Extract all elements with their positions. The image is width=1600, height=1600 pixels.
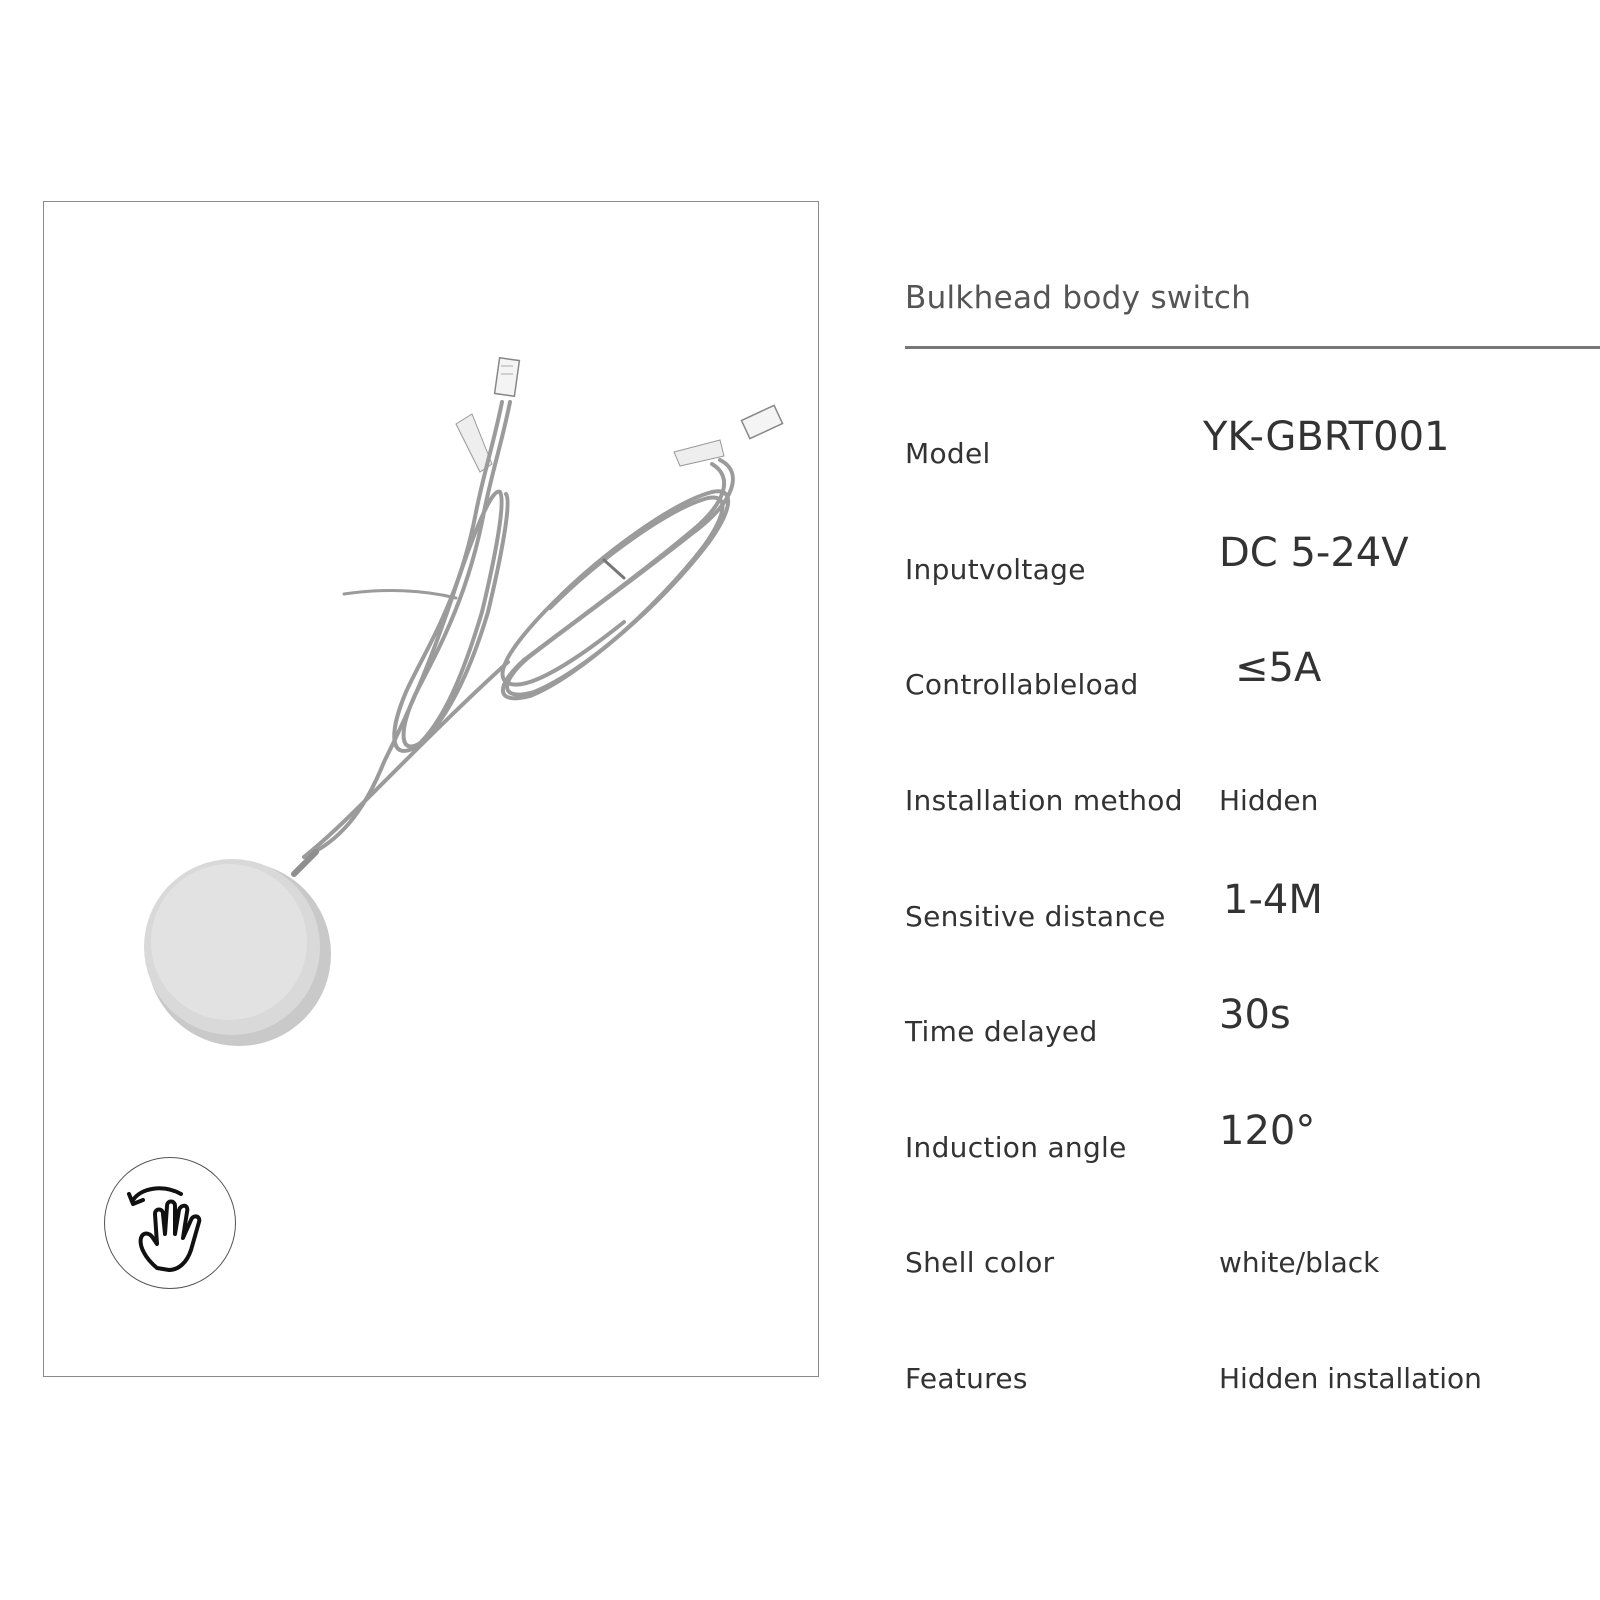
- spec-value: ≤5A: [1235, 645, 1322, 691]
- spec-row-shell-color: [905, 1219, 1595, 1279]
- cable-right-coil: [304, 460, 733, 857]
- product-photo-frame: [43, 201, 819, 1377]
- spec-label: Features: [905, 1362, 1028, 1395]
- spec-label: Shell color: [905, 1246, 1055, 1279]
- sensor-puck: [144, 852, 331, 1046]
- gesture-badge: [104, 1157, 236, 1289]
- connector-plug-right: [674, 405, 783, 466]
- title-divider: [905, 346, 1600, 349]
- spec-value: white/black: [1219, 1246, 1380, 1279]
- spec-value: DC 5-24V: [1219, 530, 1409, 576]
- spec-value: 120°: [1219, 1108, 1316, 1154]
- hand-wave-icon: [105, 1158, 237, 1290]
- spec-row-model: [905, 410, 1595, 470]
- spec-value: YK-GBRT001: [1203, 414, 1450, 460]
- spec-label: Time delayed: [905, 1015, 1098, 1048]
- spec-row-installation-method: [905, 757, 1595, 817]
- spec-row-features: [905, 1335, 1595, 1395]
- spec-row-induction-angle: [905, 1104, 1595, 1164]
- spec-value: Hidden: [1219, 784, 1319, 817]
- spec-value: 1-4M: [1223, 877, 1323, 923]
- product-title: Bulkhead body switch: [905, 280, 1252, 316]
- spec-row-controllable-load: [905, 641, 1595, 701]
- spec-label: Model: [905, 437, 991, 470]
- spec-label: Induction angle: [905, 1131, 1127, 1164]
- spec-row-sensitive-distance: [905, 873, 1595, 933]
- spec-label: Installation method: [905, 784, 1183, 817]
- spec-row-input-voltage: [905, 526, 1595, 586]
- spec-label: Inputvoltage: [905, 553, 1086, 586]
- spec-label: Sensitive distance: [905, 900, 1166, 933]
- spec-label: Controllableload: [905, 668, 1139, 701]
- spec-row-time-delayed: [905, 988, 1595, 1048]
- spec-value: Hidden installation: [1219, 1362, 1482, 1395]
- spec-value: 30s: [1219, 992, 1291, 1038]
